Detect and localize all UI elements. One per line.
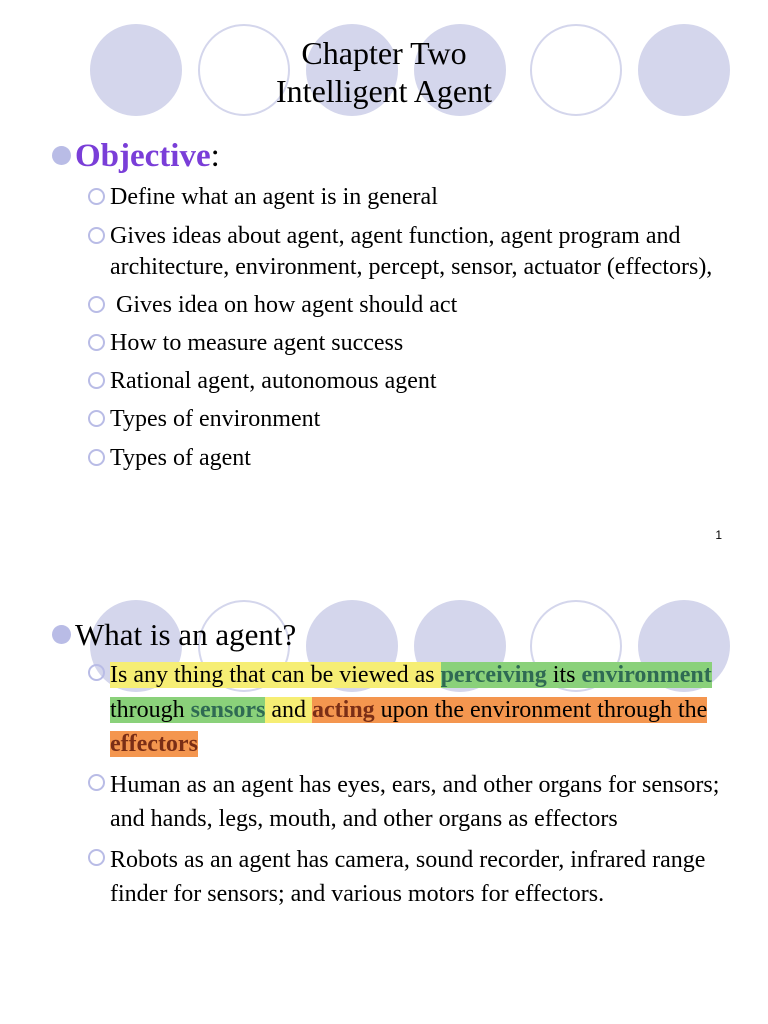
- definition-item: Is any thing that can be viewed as perceiving its environment through sensors and acting upon the environment through the effectors: [88, 658, 728, 762]
- slide-title: [0, 34, 768, 110]
- objective-label: Objective: [75, 138, 211, 174]
- list-item: Gives ideas about agent, agent function, agent program and architecture, environment, percept, sensor, actuator (effectors),: [88, 221, 728, 283]
- ring-bullet-icon: [88, 334, 105, 351]
- ring-bullet-icon: [88, 227, 105, 244]
- ring-bullet-icon: [88, 188, 105, 205]
- slide-2: [0, 560, 768, 1024]
- bullet-icon: [52, 625, 71, 644]
- ring-bullet-icon: [88, 449, 105, 466]
- list-item: Types of environment: [88, 404, 728, 435]
- list-item: Robots as an agent has camera, sound recorder, infrared range finder for sensors; and various motors for effectors.: [88, 843, 728, 912]
- title-line-2: Intelligent Agent: [276, 73, 492, 109]
- ring-bullet-icon: [88, 664, 105, 681]
- list-item: Human as an agent has eyes, ears, and other organs for sensors; and hands, legs, mouth, and other organs as effectors: [88, 768, 728, 837]
- list-item: Define what an agent is in general: [88, 182, 728, 213]
- ring-bullet-icon: [88, 410, 105, 427]
- list-item: Gives idea on how agent should act: [88, 290, 728, 321]
- objective-heading: [52, 136, 220, 176]
- list-item: How to measure agent success: [88, 328, 728, 359]
- bullet-icon: [52, 146, 71, 165]
- ring-bullet-icon: [88, 774, 105, 791]
- ring-bullet-icon: [88, 372, 105, 389]
- ring-bullet-icon: [88, 849, 105, 866]
- agent-heading: What is an agent?: [52, 616, 296, 654]
- page-number: 1: [715, 528, 722, 542]
- title-line-1: Chapter Two: [301, 35, 467, 71]
- objective-colon: :: [210, 138, 220, 174]
- list-item: Rational agent, autonomous agent: [88, 366, 728, 397]
- ring-bullet-icon: [88, 296, 105, 313]
- list-item: Types of agent: [88, 443, 728, 474]
- agent-list: [88, 658, 728, 918]
- objective-list: [88, 182, 728, 474]
